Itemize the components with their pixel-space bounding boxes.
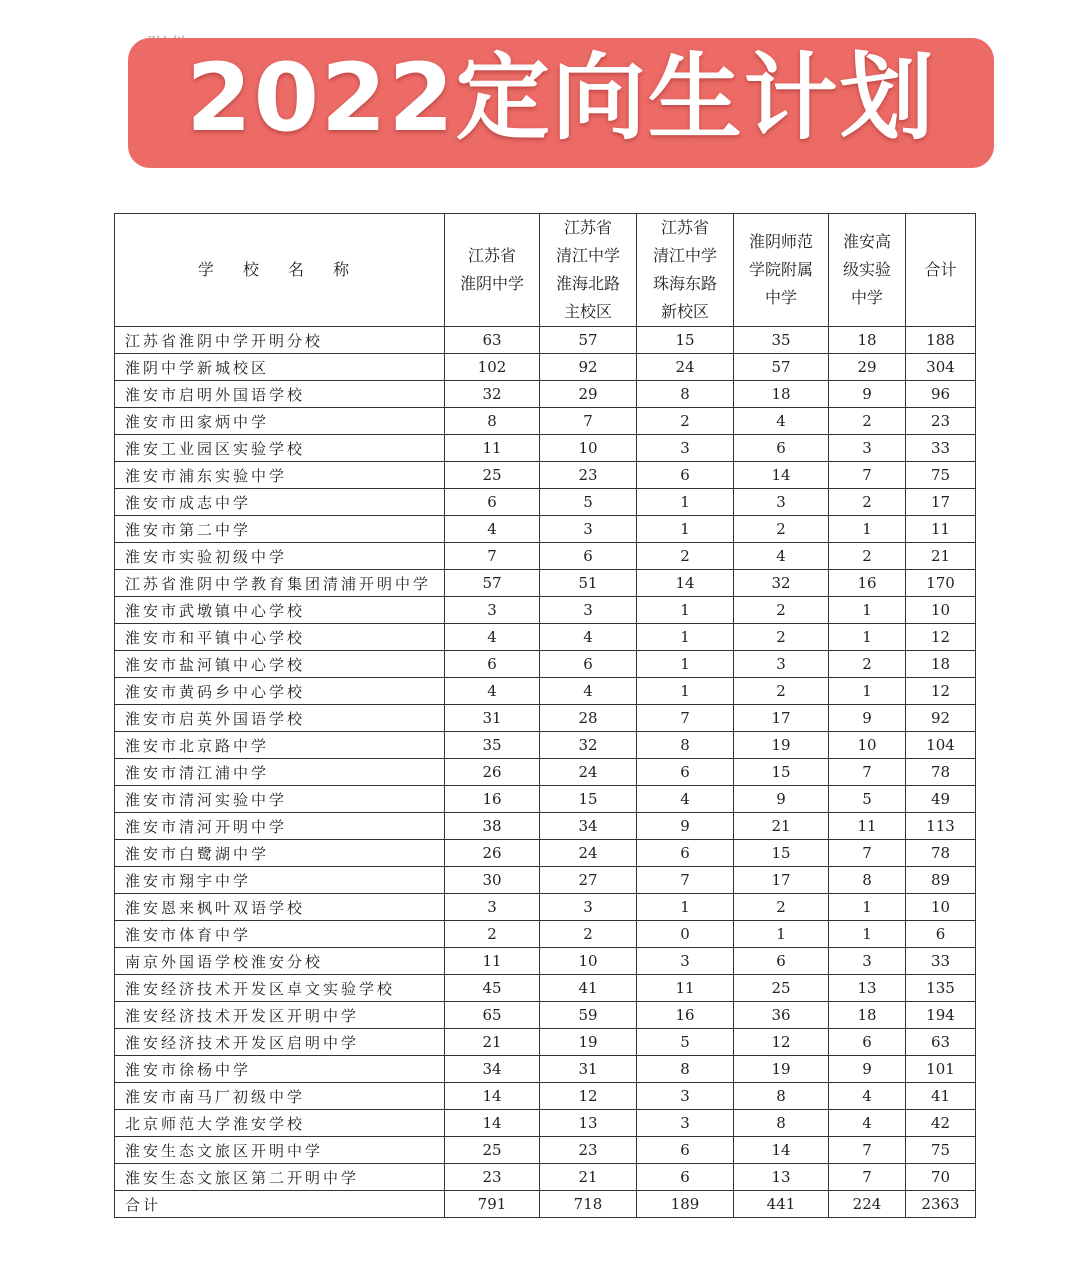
huaian-experimental-cell: 9: [829, 381, 906, 408]
huaiyin-high-cell: 35: [445, 732, 540, 759]
qingjiang-main-cell: 4: [540, 678, 637, 705]
total-cell: 96: [906, 381, 976, 408]
qingjiang-new-cell: 6: [637, 1164, 734, 1191]
qingjiang-new-cell: 2: [637, 543, 734, 570]
huaian-experimental-cell: 18: [829, 327, 906, 354]
school-name-cell: 淮阴中学新城校区: [115, 354, 445, 381]
huaiyin-high-cell: 4: [445, 624, 540, 651]
qingjiang-new-cell: 8: [637, 732, 734, 759]
hytc-affiliated-cell: 17: [734, 867, 829, 894]
total-cell: 92: [906, 705, 976, 732]
qingjiang-new-cell: 8: [637, 381, 734, 408]
qingjiang-main-cell: 4: [540, 624, 637, 651]
table-row: [115, 543, 976, 570]
school-name-cell: 淮安市成志中学: [115, 489, 445, 516]
total-cell: 18: [906, 651, 976, 678]
hytc-affiliated-cell: 8: [734, 1083, 829, 1110]
plan-table-container: [114, 213, 975, 1218]
school-name-cell: 淮安市翔宇中学: [115, 867, 445, 894]
qingjiang-new-cell: 1: [637, 597, 734, 624]
huaiyin-high-cell: 25: [445, 1137, 540, 1164]
huaiyin-high-cell: 30: [445, 867, 540, 894]
qingjiang-main-cell: 51: [540, 570, 637, 597]
school-name-cell: 淮安市体育中学: [115, 921, 445, 948]
hytc-affiliated-cell: 2: [734, 516, 829, 543]
school-name-cell: 淮安市启英外国语学校: [115, 705, 445, 732]
qingjiang-new-cell: 1: [637, 624, 734, 651]
huaian-experimental-cell: 2: [829, 651, 906, 678]
qingjiang-main-cell: 15: [540, 786, 637, 813]
huaian-experimental-cell: 4: [829, 1110, 906, 1137]
header-school-name: 学 校 名 称: [115, 214, 445, 327]
hytc-affiliated-cell: 19: [734, 732, 829, 759]
qingjiang-new-cell: 1: [637, 516, 734, 543]
table-row: [115, 651, 976, 678]
total-cell: 17: [906, 489, 976, 516]
school-name-cell: 淮安市武墩镇中心学校: [115, 597, 445, 624]
table-row: [115, 597, 976, 624]
huaiyin-high-cell: 21: [445, 1029, 540, 1056]
qingjiang-main-cell: 32: [540, 732, 637, 759]
qingjiang-main-cell: 5: [540, 489, 637, 516]
huaian-experimental-cell: 29: [829, 354, 906, 381]
total-cell: 170: [906, 570, 976, 597]
qingjiang-new-cell: 8: [637, 1056, 734, 1083]
qingjiang-new-cell: 15: [637, 327, 734, 354]
qingjiang-main-cell: 23: [540, 462, 637, 489]
school-name-cell: 淮安生态文旅区第二开明中学: [115, 1164, 445, 1191]
school-name-cell: 淮安市南马厂初级中学: [115, 1083, 445, 1110]
huaiyin-high-cell: 25: [445, 462, 540, 489]
table-row: [115, 813, 976, 840]
table-row: [115, 327, 976, 354]
total-cell: 75: [906, 462, 976, 489]
qingjiang-new-cell: 3: [637, 948, 734, 975]
table-total-row: [115, 1191, 976, 1218]
hytc-affiliated-cell: 3: [734, 489, 829, 516]
huaian-experimental-cell: 5: [829, 786, 906, 813]
huaian-experimental-cell: 11: [829, 813, 906, 840]
header-huaian-experimental: 淮安高 级实验 中学: [829, 214, 906, 327]
qingjiang-new-cell: 24: [637, 354, 734, 381]
huaian-experimental-cell: 8: [829, 867, 906, 894]
hytc-affiliated-cell: 2: [734, 624, 829, 651]
qingjiang-new-cell: 6: [637, 462, 734, 489]
school-name-cell: 淮安工业园区实验学校: [115, 435, 445, 462]
table-row: [115, 759, 976, 786]
huaiyin-high-cell: 31: [445, 705, 540, 732]
school-name-cell: 淮安市徐杨中学: [115, 1056, 445, 1083]
table-row: [115, 1110, 976, 1137]
qingjiang-main-cell: 59: [540, 1002, 637, 1029]
huaiyin-high-cell: 6: [445, 489, 540, 516]
huaiyin-high-cell: 3: [445, 894, 540, 921]
header-hytc-affiliated: 淮阴师范 学院附属 中学: [734, 214, 829, 327]
school-name-cell: 淮安生态文旅区开明中学: [115, 1137, 445, 1164]
hytc-affiliated-cell: 17: [734, 705, 829, 732]
hytc-affiliated-cell: 14: [734, 1137, 829, 1164]
table-row: [115, 894, 976, 921]
hytc-affiliated-cell: 57: [734, 354, 829, 381]
huaiyin-high-cell: 791: [445, 1191, 540, 1218]
huaiyin-high-cell: 26: [445, 840, 540, 867]
huaiyin-high-cell: 34: [445, 1056, 540, 1083]
huaian-experimental-cell: 1: [829, 921, 906, 948]
total-cell: 41: [906, 1083, 976, 1110]
qingjiang-main-cell: 3: [540, 597, 637, 624]
huaian-experimental-cell: 1: [829, 516, 906, 543]
qingjiang-main-cell: 10: [540, 948, 637, 975]
huaian-experimental-cell: 1: [829, 624, 906, 651]
school-name-cell: 淮安市盐河镇中心学校: [115, 651, 445, 678]
total-cell: 2363: [906, 1191, 976, 1218]
header-total: 合计: [906, 214, 976, 327]
huaian-experimental-cell: 10: [829, 732, 906, 759]
table-row: [115, 408, 976, 435]
qingjiang-new-cell: 5: [637, 1029, 734, 1056]
huaian-experimental-cell: 18: [829, 1002, 906, 1029]
school-name-cell: 淮安市和平镇中心学校: [115, 624, 445, 651]
huaian-experimental-cell: 16: [829, 570, 906, 597]
qingjiang-main-cell: 29: [540, 381, 637, 408]
huaian-experimental-cell: 1: [829, 678, 906, 705]
school-name-cell: 淮安市清河开明中学: [115, 813, 445, 840]
qingjiang-new-cell: 9: [637, 813, 734, 840]
table-row: [115, 489, 976, 516]
table-row: [115, 462, 976, 489]
qingjiang-main-cell: 23: [540, 1137, 637, 1164]
banner-title: 2022定向生计划: [186, 44, 936, 153]
hytc-affiliated-cell: 4: [734, 543, 829, 570]
hytc-affiliated-cell: 14: [734, 462, 829, 489]
huaian-experimental-cell: 7: [829, 840, 906, 867]
huaiyin-high-cell: 3: [445, 597, 540, 624]
huaiyin-high-cell: 63: [445, 327, 540, 354]
table-row: [115, 1137, 976, 1164]
hytc-affiliated-cell: 36: [734, 1002, 829, 1029]
total-cell: 101: [906, 1056, 976, 1083]
table-row: [115, 381, 976, 408]
huaian-experimental-cell: 2: [829, 543, 906, 570]
table-row: [115, 435, 976, 462]
total-cell: 194: [906, 1002, 976, 1029]
qingjiang-main-cell: 10: [540, 435, 637, 462]
hytc-affiliated-cell: 35: [734, 327, 829, 354]
school-name-cell: 淮安经济技术开发区卓文实验学校: [115, 975, 445, 1002]
huaiyin-high-cell: 11: [445, 435, 540, 462]
qingjiang-main-cell: 3: [540, 894, 637, 921]
huaian-experimental-cell: 1: [829, 894, 906, 921]
table-row: [115, 867, 976, 894]
huaian-experimental-cell: 1: [829, 597, 906, 624]
table-row: [115, 732, 976, 759]
huaian-experimental-cell: 7: [829, 759, 906, 786]
huaian-experimental-cell: 4: [829, 1083, 906, 1110]
qingjiang-main-cell: 2: [540, 921, 637, 948]
table-row: [115, 570, 976, 597]
total-cell: 135: [906, 975, 976, 1002]
huaiyin-high-cell: 57: [445, 570, 540, 597]
table-row: [115, 1056, 976, 1083]
huaiyin-high-cell: 38: [445, 813, 540, 840]
qingjiang-main-cell: 34: [540, 813, 637, 840]
table-row: [115, 1083, 976, 1110]
total-cell: 42: [906, 1110, 976, 1137]
qingjiang-main-cell: 41: [540, 975, 637, 1002]
hytc-affiliated-cell: 12: [734, 1029, 829, 1056]
header-qingjiang-main: 江苏省 清江中学 淮海北路 主校区: [540, 214, 637, 327]
hytc-affiliated-cell: 4: [734, 408, 829, 435]
huaiyin-high-cell: 26: [445, 759, 540, 786]
table-row: [115, 624, 976, 651]
qingjiang-new-cell: 2: [637, 408, 734, 435]
qingjiang-new-cell: 14: [637, 570, 734, 597]
hytc-affiliated-cell: 21: [734, 813, 829, 840]
table-row: [115, 354, 976, 381]
qingjiang-main-cell: 92: [540, 354, 637, 381]
table-row: [115, 786, 976, 813]
school-name-cell: 合计: [115, 1191, 445, 1218]
total-cell: 33: [906, 948, 976, 975]
hytc-affiliated-cell: 8: [734, 1110, 829, 1137]
table-header-row: [115, 214, 976, 327]
table-row: [115, 840, 976, 867]
qingjiang-new-cell: 1: [637, 678, 734, 705]
school-name-cell: 江苏省淮阴中学教育集团清浦开明中学: [115, 570, 445, 597]
qingjiang-main-cell: 28: [540, 705, 637, 732]
huaiyin-high-cell: 4: [445, 516, 540, 543]
huaiyin-high-cell: 102: [445, 354, 540, 381]
huaiyin-high-cell: 6: [445, 651, 540, 678]
school-name-cell: 淮安市北京路中学: [115, 732, 445, 759]
hytc-affiliated-cell: 13: [734, 1164, 829, 1191]
table-row: [115, 678, 976, 705]
total-cell: 49: [906, 786, 976, 813]
hytc-affiliated-cell: 18: [734, 381, 829, 408]
total-cell: 12: [906, 678, 976, 705]
hytc-affiliated-cell: 9: [734, 786, 829, 813]
table-row: [115, 921, 976, 948]
qingjiang-new-cell: 3: [637, 1110, 734, 1137]
qingjiang-main-cell: 24: [540, 759, 637, 786]
total-cell: 23: [906, 408, 976, 435]
header-huaiyin-high: 江苏省 淮阴中学: [445, 214, 540, 327]
hytc-affiliated-cell: 15: [734, 759, 829, 786]
huaiyin-high-cell: 11: [445, 948, 540, 975]
qingjiang-main-cell: 7: [540, 408, 637, 435]
total-cell: 70: [906, 1164, 976, 1191]
table-row: [115, 948, 976, 975]
qingjiang-main-cell: 57: [540, 327, 637, 354]
school-name-cell: 淮安市白鹭湖中学: [115, 840, 445, 867]
qingjiang-new-cell: 6: [637, 759, 734, 786]
qingjiang-new-cell: 1: [637, 894, 734, 921]
table-row: [115, 975, 976, 1002]
huaian-experimental-cell: 13: [829, 975, 906, 1002]
qingjiang-new-cell: 1: [637, 489, 734, 516]
qingjiang-new-cell: 7: [637, 705, 734, 732]
qingjiang-new-cell: 1: [637, 651, 734, 678]
huaiyin-high-cell: 65: [445, 1002, 540, 1029]
total-cell: 113: [906, 813, 976, 840]
qingjiang-new-cell: 4: [637, 786, 734, 813]
school-name-cell: 北京师范大学淮安学校: [115, 1110, 445, 1137]
huaian-experimental-cell: 7: [829, 1164, 906, 1191]
hytc-affiliated-cell: 19: [734, 1056, 829, 1083]
qingjiang-main-cell: 19: [540, 1029, 637, 1056]
qingjiang-new-cell: 3: [637, 1083, 734, 1110]
qingjiang-main-cell: 21: [540, 1164, 637, 1191]
qingjiang-main-cell: 24: [540, 840, 637, 867]
title-banner: [128, 38, 994, 168]
hytc-affiliated-cell: 15: [734, 840, 829, 867]
qingjiang-new-cell: 6: [637, 1137, 734, 1164]
total-cell: 104: [906, 732, 976, 759]
qingjiang-main-cell: 13: [540, 1110, 637, 1137]
school-name-cell: 江苏省淮阴中学开明分校: [115, 327, 445, 354]
qingjiang-new-cell: 7: [637, 867, 734, 894]
table-row: [115, 516, 976, 543]
qingjiang-main-cell: 31: [540, 1056, 637, 1083]
hytc-affiliated-cell: 1: [734, 921, 829, 948]
school-name-cell: 淮安经济技术开发区启明中学: [115, 1029, 445, 1056]
total-cell: 21: [906, 543, 976, 570]
huaiyin-high-cell: 2: [445, 921, 540, 948]
total-cell: 304: [906, 354, 976, 381]
hytc-affiliated-cell: 441: [734, 1191, 829, 1218]
total-cell: 10: [906, 597, 976, 624]
qingjiang-new-cell: 0: [637, 921, 734, 948]
huaian-experimental-cell: 3: [829, 435, 906, 462]
school-name-cell: 淮安市黄码乡中心学校: [115, 678, 445, 705]
qingjiang-main-cell: 718: [540, 1191, 637, 1218]
table-row: [115, 1002, 976, 1029]
total-cell: 89: [906, 867, 976, 894]
table-row: [115, 1029, 976, 1056]
huaiyin-high-cell: 14: [445, 1110, 540, 1137]
huaian-experimental-cell: 9: [829, 1056, 906, 1083]
qingjiang-new-cell: 6: [637, 840, 734, 867]
qingjiang-new-cell: 16: [637, 1002, 734, 1029]
huaiyin-high-cell: 16: [445, 786, 540, 813]
total-cell: 6: [906, 921, 976, 948]
hytc-affiliated-cell: 6: [734, 948, 829, 975]
huaiyin-high-cell: 7: [445, 543, 540, 570]
total-cell: 63: [906, 1029, 976, 1056]
qingjiang-main-cell: 3: [540, 516, 637, 543]
huaian-experimental-cell: 7: [829, 462, 906, 489]
huaiyin-high-cell: 8: [445, 408, 540, 435]
qingjiang-main-cell: 12: [540, 1083, 637, 1110]
qingjiang-new-cell: 11: [637, 975, 734, 1002]
huaian-experimental-cell: 2: [829, 408, 906, 435]
school-name-cell: 淮安市启明外国语学校: [115, 381, 445, 408]
huaiyin-high-cell: 32: [445, 381, 540, 408]
school-name-cell: 淮安市田家炳中学: [115, 408, 445, 435]
table-body: [115, 327, 976, 1218]
header-qingjiang-new: 江苏省 清江中学 珠海东路 新校区: [637, 214, 734, 327]
huaian-experimental-cell: 6: [829, 1029, 906, 1056]
qingjiang-main-cell: 6: [540, 651, 637, 678]
huaiyin-high-cell: 14: [445, 1083, 540, 1110]
total-cell: 78: [906, 759, 976, 786]
school-name-cell: 南京外国语学校淮安分校: [115, 948, 445, 975]
huaiyin-high-cell: 23: [445, 1164, 540, 1191]
hytc-affiliated-cell: 3: [734, 651, 829, 678]
school-name-cell: 淮安市清江浦中学: [115, 759, 445, 786]
hytc-affiliated-cell: 2: [734, 678, 829, 705]
total-cell: 188: [906, 327, 976, 354]
plan-table: [114, 213, 976, 1218]
huaiyin-high-cell: 4: [445, 678, 540, 705]
huaian-experimental-cell: 224: [829, 1191, 906, 1218]
hytc-affiliated-cell: 2: [734, 597, 829, 624]
total-cell: 78: [906, 840, 976, 867]
qingjiang-main-cell: 6: [540, 543, 637, 570]
school-name-cell: 淮安市实验初级中学: [115, 543, 445, 570]
qingjiang-main-cell: 27: [540, 867, 637, 894]
hytc-affiliated-cell: 6: [734, 435, 829, 462]
total-cell: 33: [906, 435, 976, 462]
total-cell: 11: [906, 516, 976, 543]
total-cell: 10: [906, 894, 976, 921]
huaian-experimental-cell: 2: [829, 489, 906, 516]
huaian-experimental-cell: 9: [829, 705, 906, 732]
qingjiang-new-cell: 3: [637, 435, 734, 462]
huaian-experimental-cell: 3: [829, 948, 906, 975]
huaian-experimental-cell: 7: [829, 1137, 906, 1164]
school-name-cell: 淮安市清河实验中学: [115, 786, 445, 813]
hytc-affiliated-cell: 2: [734, 894, 829, 921]
hytc-affiliated-cell: 25: [734, 975, 829, 1002]
hytc-affiliated-cell: 32: [734, 570, 829, 597]
table-row: [115, 1164, 976, 1191]
qingjiang-new-cell: 189: [637, 1191, 734, 1218]
total-cell: 75: [906, 1137, 976, 1164]
school-name-cell: 淮安市浦东实验中学: [115, 462, 445, 489]
total-cell: 12: [906, 624, 976, 651]
huaiyin-high-cell: 45: [445, 975, 540, 1002]
school-name-cell: 淮安经济技术开发区开明中学: [115, 1002, 445, 1029]
school-name-cell: 淮安恩来枫叶双语学校: [115, 894, 445, 921]
table-row: [115, 705, 976, 732]
school-name-cell: 淮安市第二中学: [115, 516, 445, 543]
